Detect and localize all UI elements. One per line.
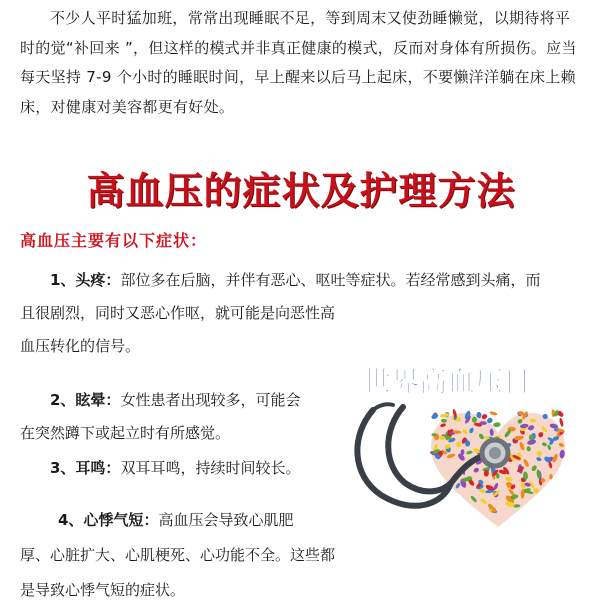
pill-dot [489,411,498,416]
world-hypertension-day-image [343,355,583,527]
symptom-text: 女性患者出现较多，可能会 [120,391,301,409]
symptom-term: 2、眩晕： [50,391,121,409]
symptom-dizziness [20,384,338,450]
symptom-headache [20,264,582,363]
symptom-palpitation [20,503,340,608]
symptom-text-continued: 且很剧烈，同时又恶心作呕，就可能是向恶性高血压转化的信号。 [20,304,336,355]
symptom-term: 1、头疼： [50,271,121,289]
symptom-text: 部位多在后脑，并伴有恶心、呕吐等症状。若经常感到头痛，而 [120,271,541,289]
symptom-text-continued: 厚、心脏扩大、心肌梗死、心功能不全。这些都是导致心悸气短的症状。 [20,546,336,599]
symptom-term: 4、心悸气短： [58,511,159,529]
intro-paragraph: 不少人平时猛加班，常常出现睡眠不足，等到周末又使劲睡懒觉，以期待将平时的觉“补回来 ”，但这样的模式并非真正健康的模式，反而对身体有所损伤。应当每天坚持 7-9 个小时的睡眠时间，早上醒来以后马上起床，不要懒洋洋躺在床上赖床，对健康对美容都更有好处。 [20,9,577,116]
pill-dot [559,417,564,427]
pill-dot [484,470,489,477]
symptom-text-continued: 在突然蹲下或起立时有所感觉。 [20,424,231,442]
section-heading: 高血压主要有以下症状： [20,231,208,250]
page-title: 高血压的症状及护理方法 [86,168,516,213]
pill-dot [493,422,501,428]
symptom-text: 双耳耳鸣，持续时间较长。 [120,459,301,477]
symptom-text: 高血压会导致心肌肥 [158,511,294,529]
illustration-caption: 世界高血压日 [363,365,532,398]
symptom-tinnitus [20,452,300,485]
pill-dot [529,419,536,423]
symptom-term: 3、耳鸣： [50,459,121,477]
